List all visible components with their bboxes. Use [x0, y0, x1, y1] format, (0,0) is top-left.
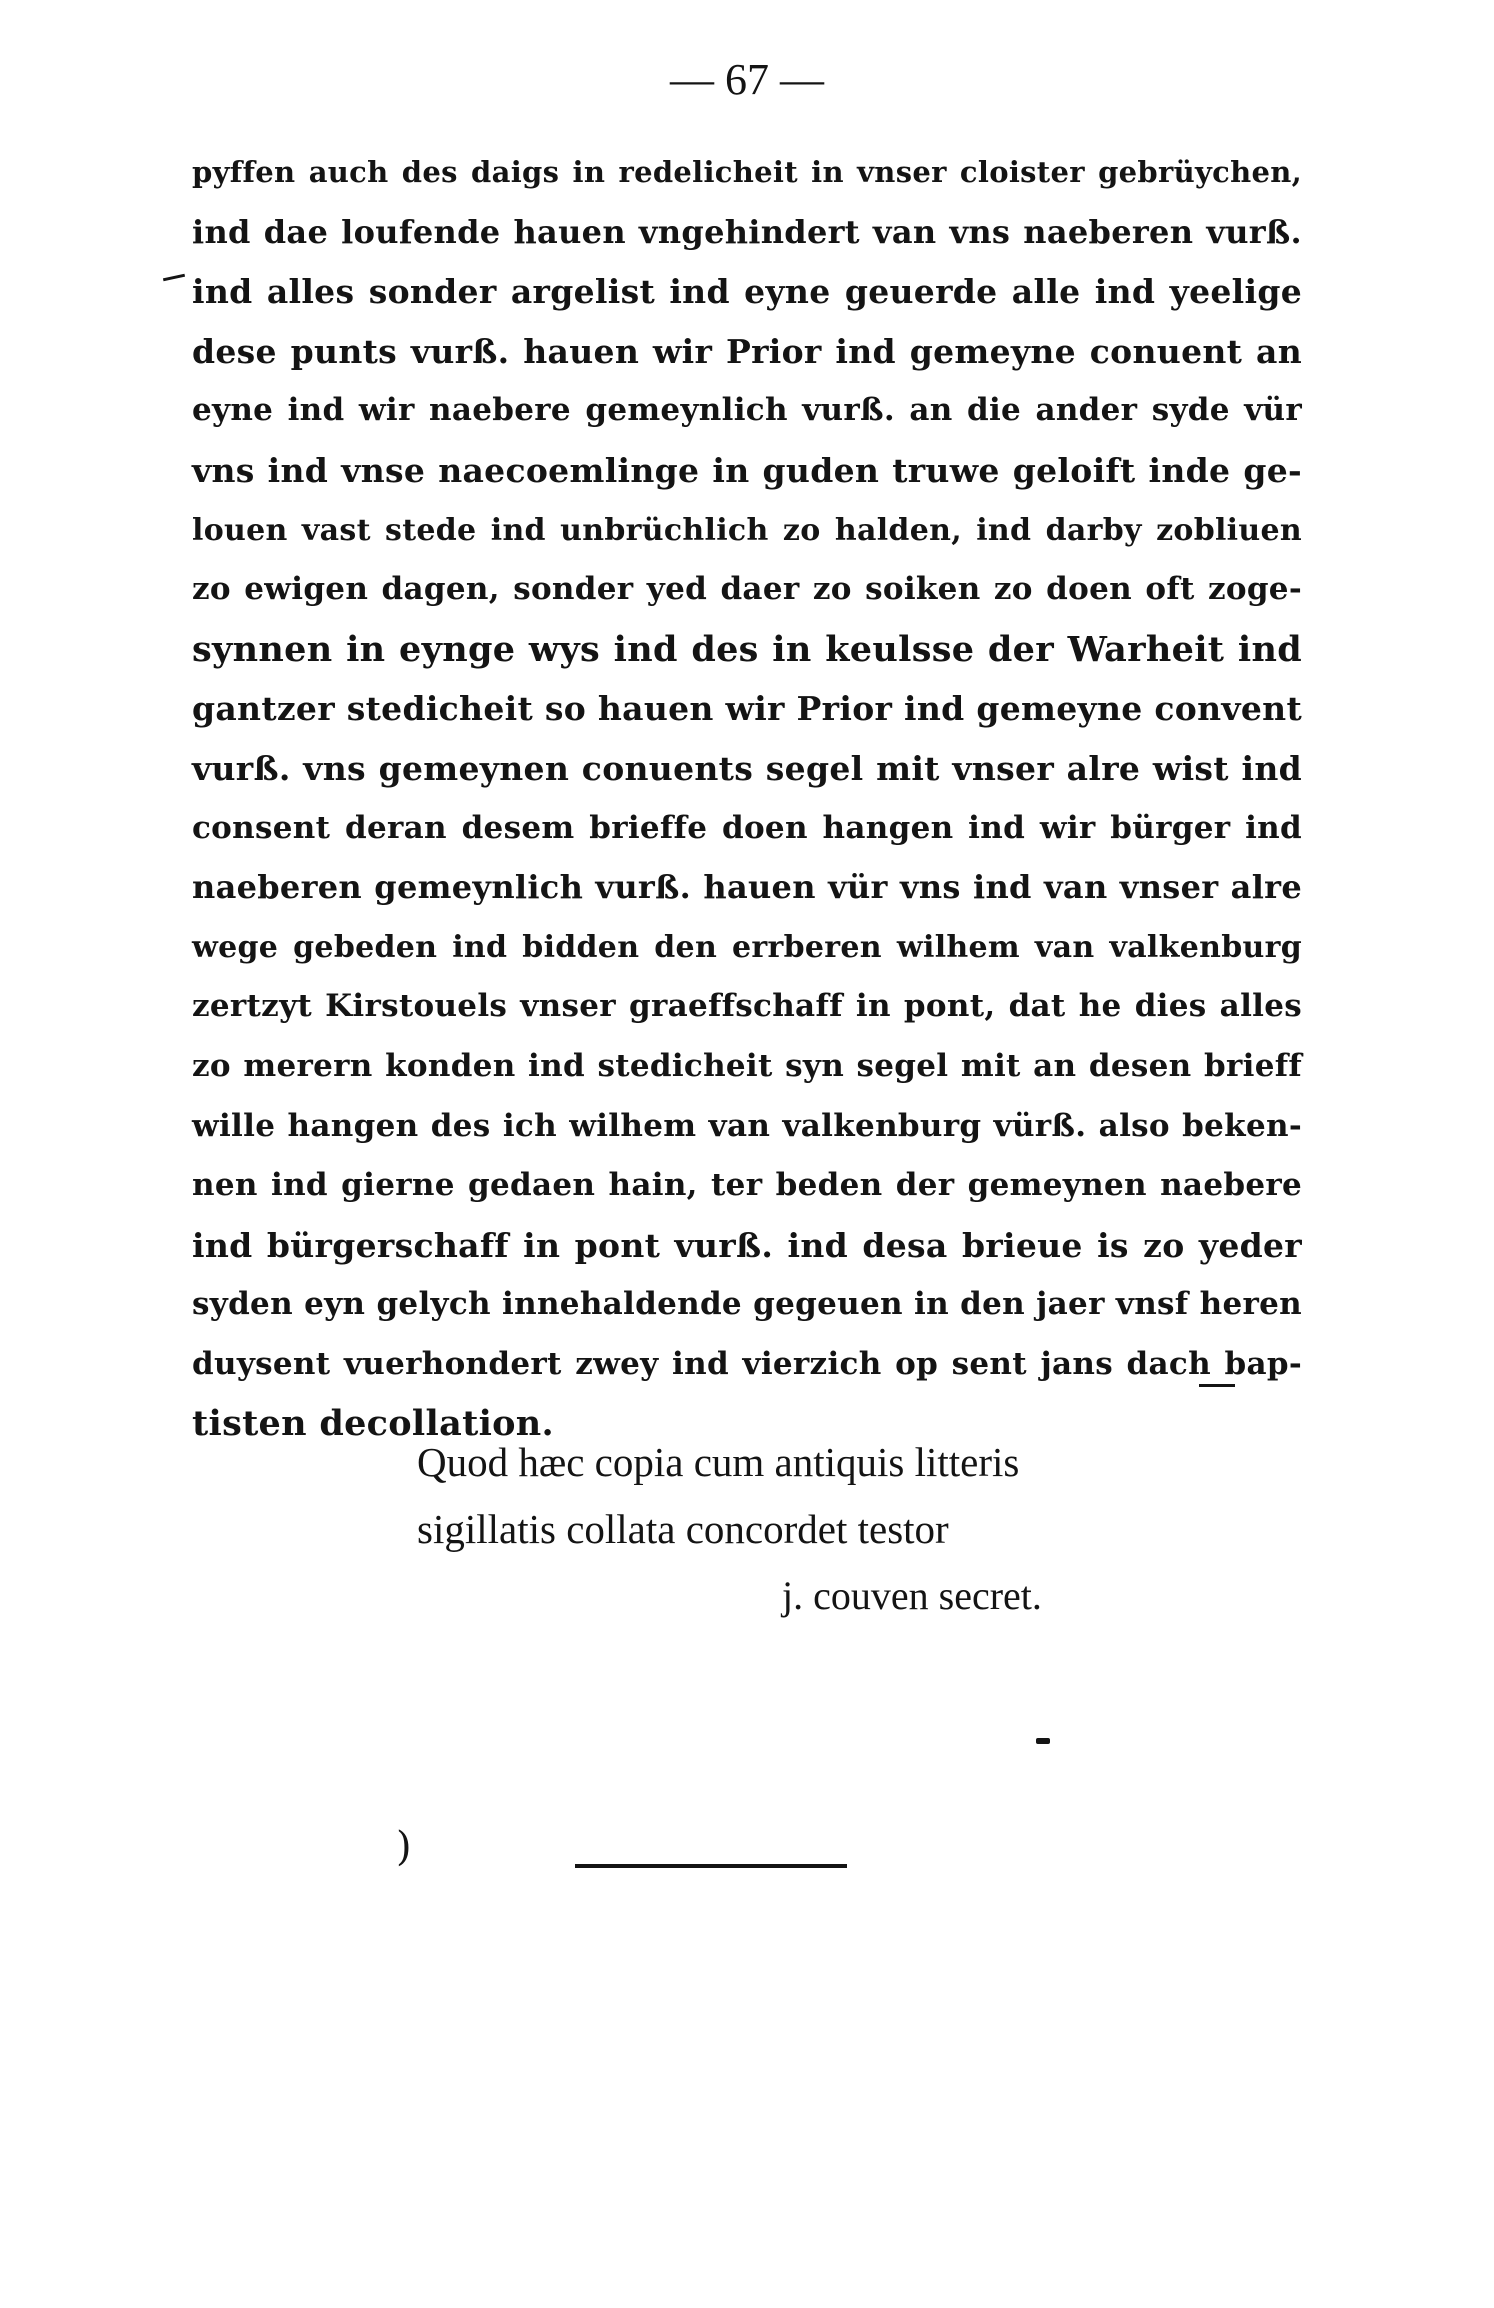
attestation-line: sigillatis collata concordet testor — [417, 1506, 949, 1552]
ink-dot-mark — [1036, 1738, 1050, 1744]
text-line: syden eyn gelych innehaldende gegeuen in den jaer vnsf heren — [192, 1286, 1302, 1323]
text-line: duysent vuerhondert zwey ind vierzich op sent jans dach bap- — [192, 1345, 1302, 1382]
footer-mark: ) — [396, 1824, 412, 1870]
text-line: vns ind vnse naecoemlinge in guden truwe geloift inde ge- — [192, 450, 1302, 490]
page-number: — 67 — — [670, 55, 824, 104]
text-line: zo ewigen dagen, sonder yed daer zo soiken zo doen oft zoge- — [192, 571, 1302, 608]
text-line: eyne ind wir naebere gemeynlich vurß. an die ander syde vür — [192, 392, 1302, 429]
text-line: synnen in eynge wys ind des in keulsse der Warheit ind — [192, 628, 1302, 670]
text-line: wege gebeden ind bidden den errberen wilhem van valkenburg — [192, 929, 1302, 965]
text-line: zertzyt Kirstouels vnser graeffschaff in pont, dat he dies alles — [192, 988, 1302, 1025]
footer-rule — [575, 1864, 847, 1868]
text-line: louen vast stede ind unbrüchlich zo halden, ind darby zobliuen — [192, 512, 1302, 548]
text-line: tisten decollation. — [192, 1403, 555, 1445]
text-line: naeberen gemeynlich vurß. hauen vür vns ind van vnser alre — [192, 868, 1302, 907]
text-line: dese punts vurß. hauen wir Prior ind gemeyne conuent an — [192, 331, 1302, 371]
text-line: vurß. vns gemeynen conuents segel mit vnser alre wist ind — [192, 748, 1302, 788]
text-line: wille hangen des ich wilhem van valkenburg vürß. also beken- — [192, 1107, 1302, 1144]
text-line: pyffen auch des daigs in redelicheit in vnser cloister gebrüychen, — [192, 155, 1302, 189]
text-line: zo merern konden ind stedicheit syn segel mit an desen brieff — [192, 1047, 1302, 1084]
text-line: nen ind gierne gedaen hain, ter beden der gemeynen naebere — [192, 1167, 1302, 1204]
text-line: ind alles sonder argelist ind eyne geuerde alle ind yeelige — [192, 272, 1302, 312]
dash-mark — [1199, 1384, 1235, 1387]
margin-dash-mark — [163, 274, 185, 282]
text-line: gantzer stedicheit so hauen wir Prior ind gemeyne convent — [192, 689, 1302, 729]
text-line: ind bürgerschaff in pont vurß. ind desa brieue is zo yeder — [192, 1225, 1302, 1265]
text-line: ind dae loufende hauen vngehindert van vns naeberen vurß. — [192, 212, 1302, 251]
text-line: consent deran desem brieffe doen hangen ind wir bürger ind — [192, 809, 1302, 846]
body-text — [192, 143, 1302, 1454]
attestation-signature: j. couven secret. — [782, 1573, 1042, 1618]
attestation-line: Quod hæc copia cum antiquis litteris — [417, 1439, 1020, 1485]
